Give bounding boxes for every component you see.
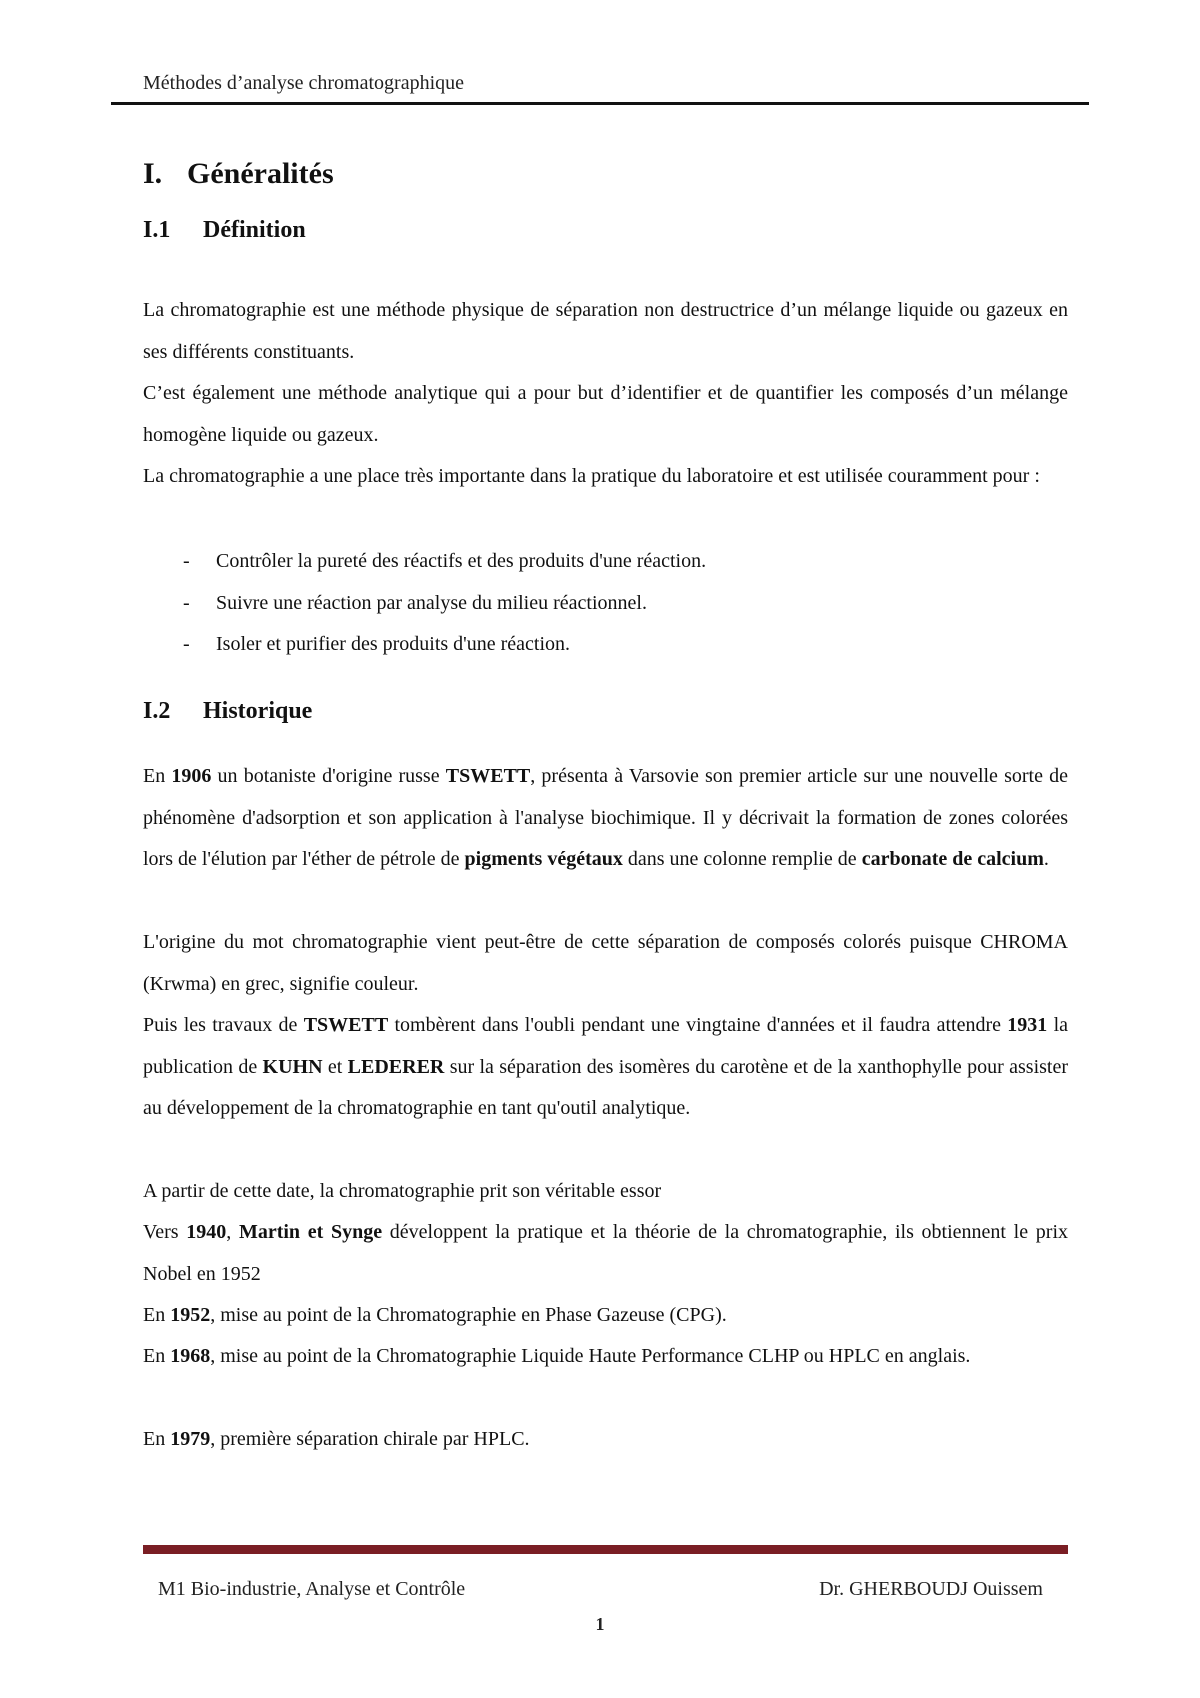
list-item: - Suivre une réaction par analyse du milieu réactionnel. — [183, 591, 647, 614]
subsection-heading-historique — [143, 698, 312, 725]
historique-paragraph-5: Vers 1940, Martin et Synge développent la pratique et la théorie de la chromatographie, ils obtiennent le prix Nobel en 1952 — [143, 1221, 1069, 1285]
list-item: - Isoler et purifier des produits d'une réaction. — [183, 633, 571, 655]
subsection-title: Historique — [203, 698, 313, 724]
historique-paragraph-2: L'origine du mot chromatographie vient peut-être de cette séparation de composés colorés puisque CHROMA (Krwma) en grec, signifie couleur. — [143, 931, 1068, 995]
running-header: Méthodes d’analyse chromatographique — [143, 72, 465, 94]
historique-paragraph-8: En 1979, première séparation chirale par HPLC. — [143, 1428, 530, 1450]
historique-paragraph-6: En 1952, mise au point de la Chromatographie en Phase Gazeuse (CPG). — [143, 1304, 727, 1326]
subsection-heading-definition — [143, 217, 306, 244]
list-item: - Contrôler la pureté des réactifs et des produits d'une réaction. — [183, 550, 707, 572]
section-title: Généralités — [187, 157, 334, 190]
historique-paragraph-4: A partir de cette date, la chromatographie prit son véritable essor — [143, 1180, 662, 1202]
definition-paragraph-1: La chromatographie est une méthode physique de séparation non destructrice d’un mélange liquide ou gazeux en ses différents constituants. — [143, 299, 1068, 363]
definition-bullet-list — [183, 541, 1043, 666]
footer-rule — [143, 1545, 1068, 1554]
footer-author: Dr. GHERBOUDJ Ouissem — [819, 1578, 1043, 1600]
historique-paragraph-3: Puis les travaux de TSWETT tombèrent dans l'oubli pendant une vingtaine d'années et il faudra attendre 1931 la publication de KUHN et LEDERER sur la séparation des isomères du carotène et de la xanthophylle pour assister au développement de la chromatographie en tant qu'outil analytique. — [143, 1014, 1069, 1119]
footer-course: M1 Bio-industrie, Analyse et Contrôle — [158, 1578, 466, 1600]
subsection-number: I.2 — [143, 698, 171, 724]
definition-paragraph-3: La chromatographie a une place très importante dans la pratique du laboratoire et est utilisée couramment pour : — [143, 465, 1040, 487]
historique-paragraph-7: En 1968, mise au point de la Chromatographie Liquide Haute Performance CLHP ou HPLC en anglais. — [143, 1345, 971, 1367]
subsection-number: I.1 — [143, 217, 171, 243]
header-rule — [111, 102, 1089, 105]
subsection-title: Définition — [203, 217, 306, 243]
page-number: 1 — [595, 1614, 605, 1634]
section-heading-generalites — [143, 157, 334, 191]
section-number: I. — [143, 157, 163, 190]
definition-paragraph-2: C’est également une méthode analytique qui a pour but d’identifier et de quantifier les composés d’un mélange homogène liquide ou gazeux. — [143, 382, 1068, 446]
historique-paragraph-1: En 1906 un botaniste d'origine russe TSWETT, présenta à Varsovie son premier article sur une nouvelle sorte de phénomène d'adsorption et son application à l'analyse biochimique. Il y décrivait la formation de zones colorées lors de l'élution par l'éther de pétrole de pigments végétaux dans une colonne remplie de carbonate de calcium. — [143, 765, 1069, 870]
